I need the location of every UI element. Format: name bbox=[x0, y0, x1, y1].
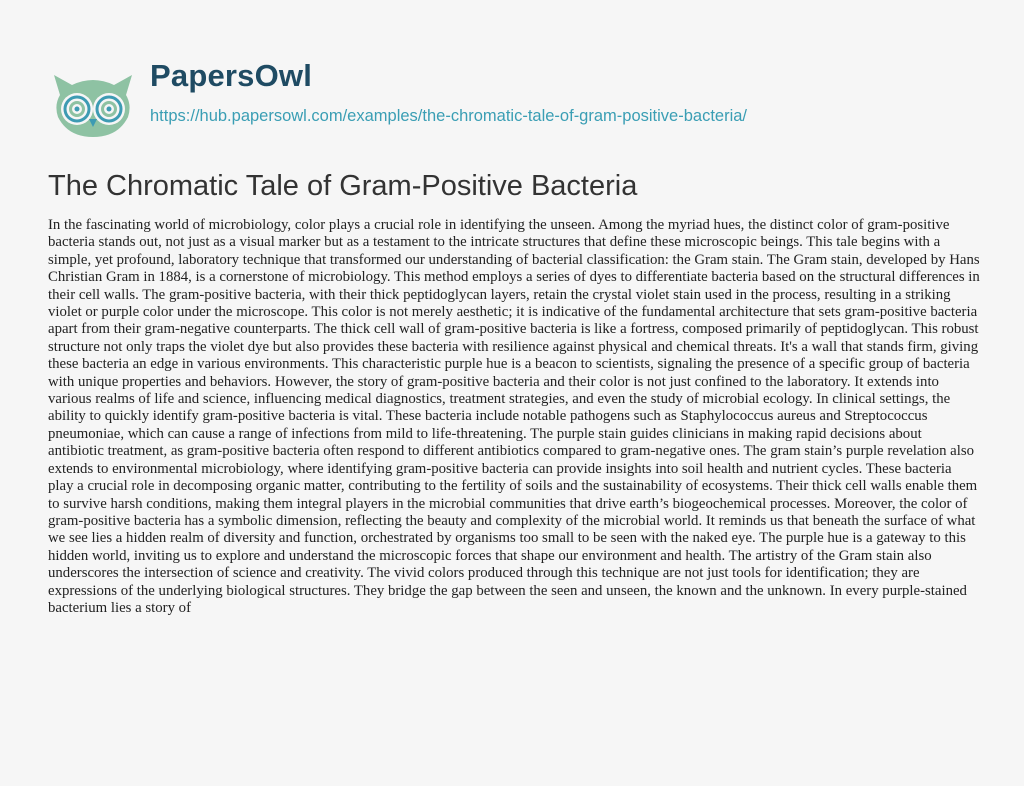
article-body: In the fascinating world of microbiology, color plays a crucial role in identifying the unseen. Among the myriad hues, the distinct color of gram-positive bacteria stands out, not just as a visual marker but as a testament to the intricate structures that define these microscopic beings. This tale begins with a simple, yet profound, laboratory technique that transformed our understanding of bacterial classification: the Gram stain. The Gram stain, developed by Hans Christian Gram in 1884, is a cornerstone of microbiology. This method employs a series of dyes to differentiate bacteria based on the structural differences in their cell walls. The gram-positive bacteria, with their thick peptidoglycan layers, retain the crystal violet stain used in the process, resulting in a striking violet or purple color under the microscope. This color is not merely aesthetic; it is indicative of the fundamental architecture that sets gram-positive bacteria apart from their gram-negative counterparts. The thick cell wall of gram-positive bacteria is like a fortress, composed primarily of peptidoglycan. This robust structure not only traps the violet dye but also provides these bacteria with resilience against physical and chemical threats. It's a wall that stands firm, giving these bacteria an edge in various environments. This characteristic purple hue is a beacon to scientists, signaling the presence of a specific group of bacteria with unique properties and behaviors. However, the story of gram-positive bacteria and their color is not just confined to the laboratory. It extends into various realms of life and science, influencing medical diagnostics, treatment strategies, and even the study of microbial ecology. In clinical settings, the ability to quickly identify gram-positive bacteria is vital. These bacteria include notable pathogens such as Staphylococcus aureus and Streptococcus pneumoniae, which can cause a range of infections from mild to life-threatening. The purple stain guides clinicians in making rapid decisions about antibiotic treatment, as gram-positive bacteria often respond to different antibiotics compared to gram-negative ones. The gram stain’s purple revelation also extends to environmental microbiology, where identifying gram-positive bacteria can provide insights into soil health and nutrient cycles. These bacteria play a crucial role in decomposing organic matter, contributing to the fertility of soils and the sustainability of ecosystems. Their thick cell walls enable them to survive harsh conditions, making them integral players in the microbial communities that drive earth’s biogeochemical processes. Moreover, the color of gram-positive bacteria has a symbolic dimension, reflecting the beauty and complexity of the microbial world. It reminds us that beneath the surface of what we see lies a hidden realm of diversity and function, orchestrated by organisms too small to be seen with the naked eye. The purple hue is a gateway to this hidden world, inviting us to explore and understand the microscopic forces that shape our environment and health. The artistry of the Gram stain also underscores the intersection of science and creativity. The vivid colors produced through this technique are not just tools for identification; they are expressions of the underlying biological structures. They bridge the gap between the seen and unseen, the known and the unknown. In every purple-stained bacterium lies a story of bbox=[48, 217, 980, 616]
article-title: The Chromatic Tale of Gram-Positive Bacteria bbox=[48, 170, 638, 202]
site-header bbox=[48, 55, 1008, 135]
source-url-link[interactable]: https://hub.papersowl.com/examples/the-chromatic-tale-of-gram-positive-bacteria/ bbox=[150, 107, 747, 125]
brand-name[interactable]: PapersOwl bbox=[150, 58, 313, 93]
owl-logo-icon[interactable] bbox=[48, 61, 138, 141]
